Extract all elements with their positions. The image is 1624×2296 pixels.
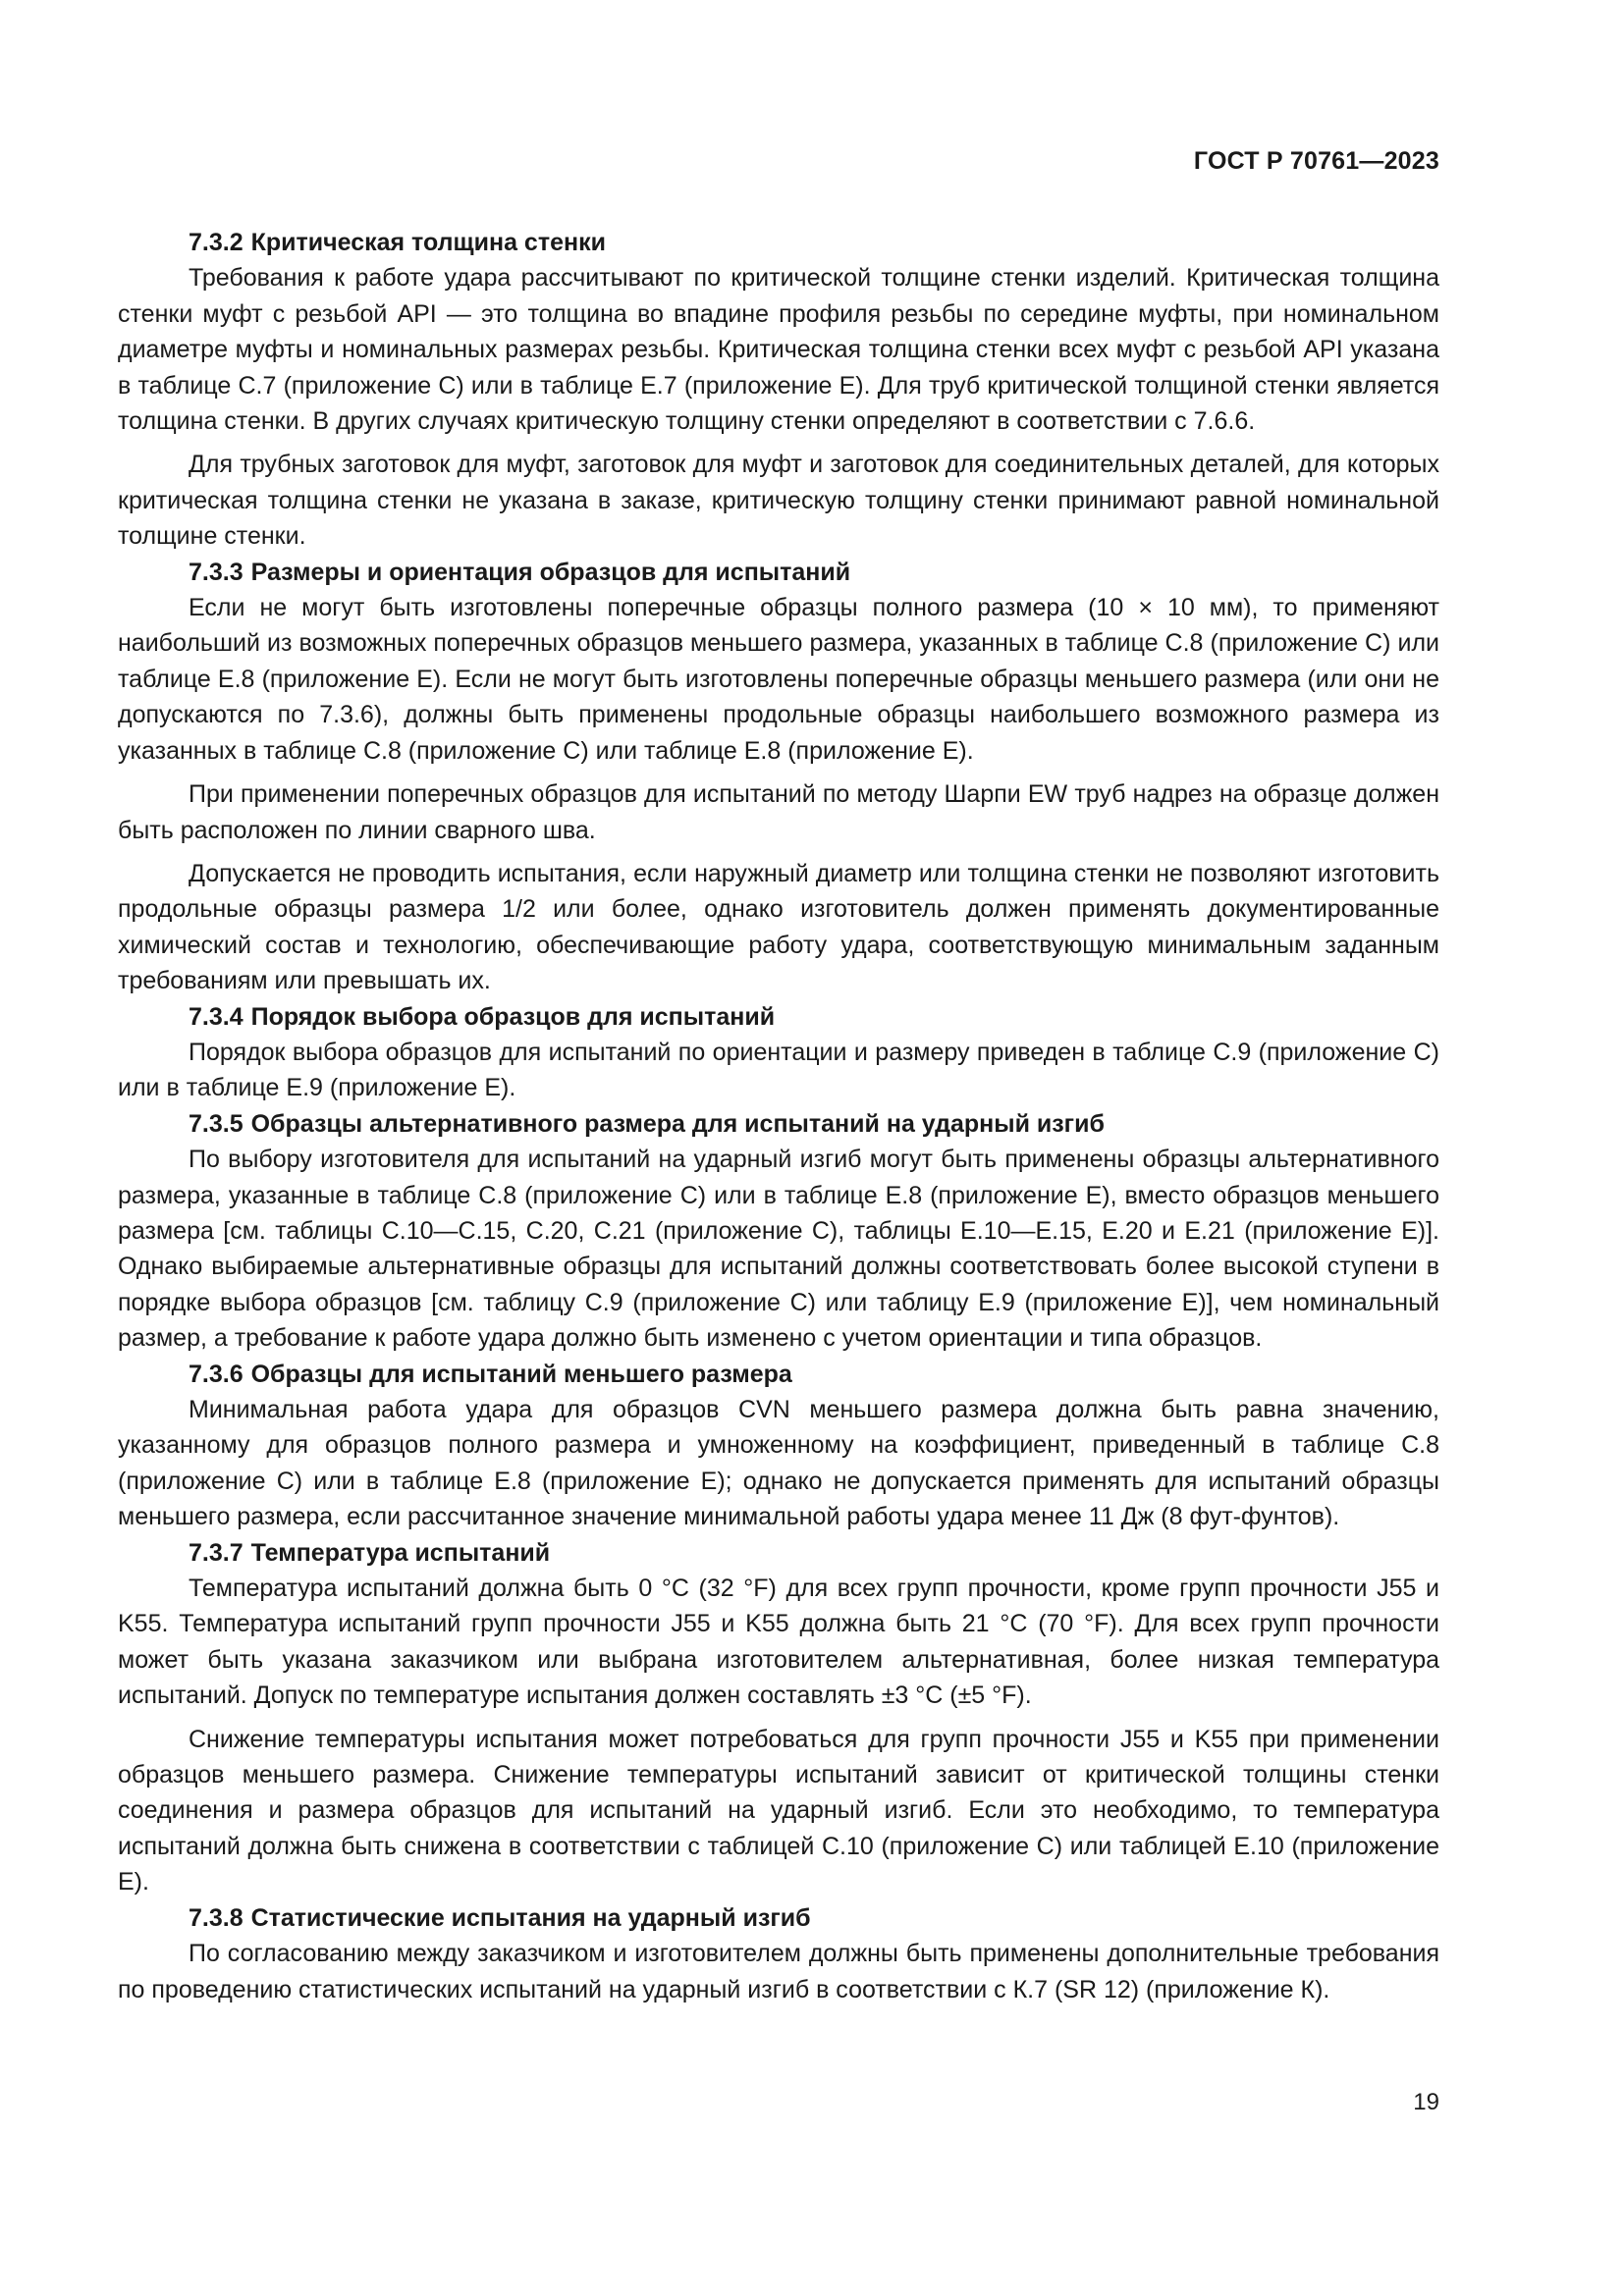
document-body [118, 225, 1439, 2007]
section-heading [118, 1900, 1439, 1936]
page-number: 19 [1413, 2089, 1439, 2115]
section-heading [118, 999, 1439, 1035]
section-title: Температура испытаний [250, 1538, 551, 1567]
section [118, 999, 1439, 1106]
paragraph: Порядок выбора образцов для испытаний по ориентации и размеру приведен в таблице С.9 (приложение С) или в таблице Е.9 (приложение Е). [118, 1038, 1439, 1102]
paragraph: Допускается не проводить испытания, если наружный диаметр или толщина стенки не позволяют изготовить продольные образцы размера 1/2 или более, однако изготовитель должен применять документированные химический состав и технологию, обеспечивающие работу удара, соответствующую минимальным заданным требованиям или превышать их. [118, 859, 1439, 995]
paragraph: При применении поперечных образцов для испытаний по методу Шарпи EW труб надрез на образце должен быть расположен по линии сварного шва. [118, 780, 1439, 844]
section-heading [118, 225, 1439, 260]
section-title: Размеры и ориентация образцов для испытаний [250, 558, 851, 586]
paragraph: Температура испытаний должна быть 0 °С (32 °F) для всех групп прочности, кроме групп прочности J55 и K55. Температура испытаний групп прочности J55 и K55 должна быть 21 °С (70 °F). Для всех групп прочности может быть указана заказчиком или выбрана изготовителем альтернативная, более низкая температура испытаний. Допуск по температуре испытания должен составлять ±3 °С (±5 °F). [118, 1575, 1439, 1710]
paragraph: Для трубных заготовок для муфт, заготовок для муфт и заготовок для соединительных деталей, для которых критическая толщина стенки не указана в заказе, критическую толщину стенки принимают равной номинальной толщине стенки. [118, 451, 1439, 551]
section-heading [118, 1535, 1439, 1571]
section [118, 555, 1439, 999]
document-id: ГОСТ Р 70761—2023 [1193, 147, 1439, 175]
section-title: Статистические испытания на ударный изгиб [250, 1903, 811, 1932]
paragraph: Требования к работе удара рассчитывают по критической толщине стенки изделий. Критическая толщина стенки муфт с резьбой API — это толщина во впадине профиля резьбы по середине муфты, при номинальном диаметре муфты и номинальных размерах резьбы. Критическая толщина стенки всех муфт с резьбой API указана в таблице С.7 (приложение С) или в таблице Е.7 (приложение Е). Для труб критической толщиной стенки является толщина стенки. В других случаях критическую толщину стенки определяют в соответствии с 7.6.6. [118, 264, 1439, 436]
section [118, 1357, 1439, 1535]
section-number: 7.3.8 [189, 1903, 244, 1932]
paragraph: Снижение температуры испытания может потребоваться для групп прочности J55 и K55 при применении образцов меньшего размера. Снижение температуры испытаний зависит от критической толщины стенки соединения и размера образцов для испытаний на ударный изгиб. Если это необходимо, то температура испытаний должна быть снижена в соответствии с таблицей С.10 (приложение С) или таблицей Е.10 (приложение Е). [118, 1725, 1439, 1896]
section-number: 7.3.2 [189, 229, 244, 256]
section-heading [118, 1357, 1439, 1392]
section-number: 7.3.6 [189, 1360, 244, 1388]
section [118, 1900, 1439, 2007]
section-heading [118, 1106, 1439, 1142]
section-title: Порядок выбора образцов для испытаний [250, 1002, 776, 1031]
section-title: Образцы для испытаний меньшего размера [250, 1360, 792, 1388]
section-number: 7.3.7 [189, 1538, 244, 1567]
paragraph: Если не могут быть изготовлены поперечные образцы полного размера (10 × 10 мм), то применяют наибольший из возможных поперечных образцов меньшего размера, указанных в таблице С.8 (приложение С) или таблице Е.8 (приложение Е). Если не могут быть изготовлены поперечные образцы меньшего размера (или они не допускаются по 7.3.6), должны быть применены продольные образцы наибольшего возможного размера из указанных в таблице С.8 (приложение С) или таблице Е.8 (приложение Е). [118, 594, 1439, 765]
section-number: 7.3.5 [189, 1109, 244, 1138]
section-heading [118, 555, 1439, 590]
section-number: 7.3.4 [189, 1002, 244, 1031]
section-number: 7.3.3 [189, 558, 244, 586]
section [118, 1535, 1439, 1900]
paragraph: По выбору изготовителя для испытаний на ударный изгиб могут быть применены образцы альтернативного размера, указанные в таблице С.8 (приложение С) или в таблице Е.8 (приложение Е), вместо образцов меньшего размера [см. таблицы С.10—С.15, С.20, С.21 (приложение С), таблицы Е.10—Е.15, Е.20 и Е.21 (приложение Е)]. Однако выбираемые альтернативные образцы для испытаний должны соответствовать более высокой ступени в порядке выбора образцов [см. таблицу С.9 (приложение С) или таблицу Е.9 (приложение Е)], чем номинальный размер, а требование к работе удара должно быть изменено с учетом ориентации и типа образцов. [118, 1146, 1439, 1353]
section [118, 1106, 1439, 1357]
section-title: Образцы альтернативного размера для испытаний на ударный изгиб [250, 1109, 1105, 1138]
section [118, 225, 1439, 555]
section-title: Критическая толщина стенки [250, 229, 606, 256]
paragraph: По согласованию между заказчиком и изготовителем должны быть применены дополнительные требования по проведению статистических испытаний на ударный изгиб в соответствии с К.7 (SR 12) (приложение К). [118, 1940, 1439, 2003]
paragraph: Минимальная работа удара для образцов CVN меньшего размера должна быть равна значению, указанному для образцов полного размера и умноженному на коэффициент, приведенный в таблице С.8 (приложение С) или в таблице Е.8 (приложение Е); однако не допускается применять для испытаний образцы меньшего размера, если рассчитанное значение минимальной работы удара менее 11 Дж (8 фут-фунтов). [118, 1396, 1439, 1531]
